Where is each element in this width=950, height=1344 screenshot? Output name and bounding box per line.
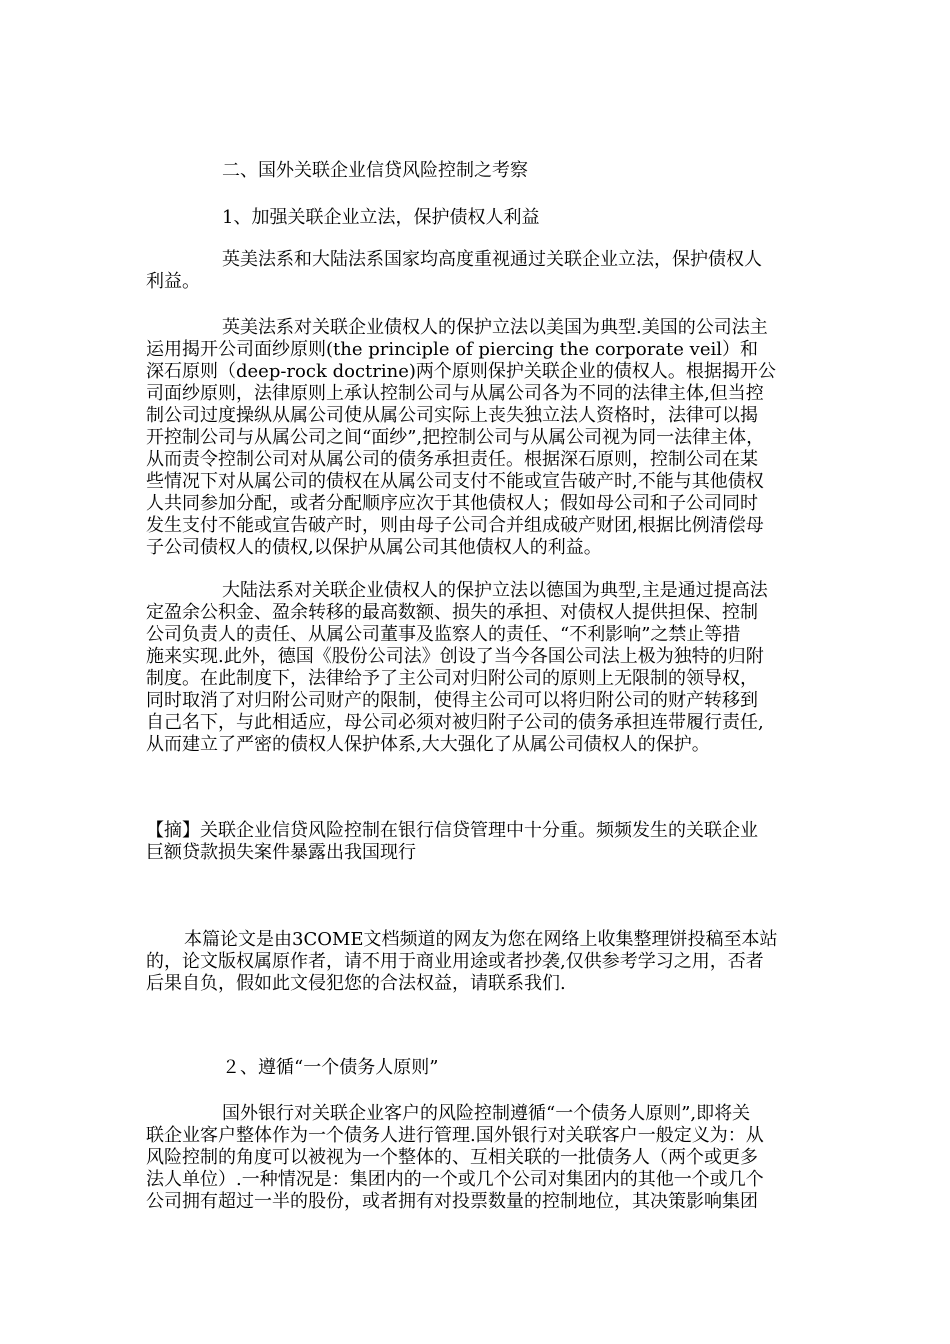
paragraph-line: 大陆法系对关联企业债权人的保护立法以德国为典型,主是通过提高法 xyxy=(222,580,768,601)
intro-line: 利益。 xyxy=(146,271,200,292)
paragraph-line: 人共同参加分配，或者分配顺序应次于其他债权人；假如母公司和子公司同时 xyxy=(146,493,758,514)
abstract-line: 巨额贷款损失案件暴露出我国现行 xyxy=(146,842,416,863)
paragraph-line: 子公司债权人的债权,以保护从属公司其他债权人的利益。 xyxy=(146,537,602,558)
paragraph-line: 运用揭开公司面纱原则(the principle of piercing the corporate veil）和 xyxy=(146,339,758,360)
notice-line: 后果自负，假如此文侵犯您的合法权益，请联系我们. xyxy=(146,973,566,994)
abstract-line: 【摘】关联企业信贷风险控制在银行信贷管理中十分重。频频发生的关联企业 xyxy=(146,820,758,841)
intro-line: 英美法系和大陆法系国家均高度重视通过关联企业立法，保护债权人 xyxy=(222,249,762,270)
subsection-heading: 1、加强关联企业立法，保护债权人利益 xyxy=(222,207,540,228)
paragraph-line: 制度。在此制度下，法律给予了主公司对归附公司的原则上无限制的领导权， xyxy=(146,668,758,689)
paragraph-line: 自己名下，与此相适应，母公司必须对被归附子公司的债务承担连带履行责任, xyxy=(146,712,764,733)
section-heading: 二、国外关联企业信贷风险控制之考察 xyxy=(222,160,528,181)
paragraph-line: 法人单位）.一种情况是：集团内的一个或几个公司对集团内的其他一个或几个 xyxy=(146,1169,764,1190)
notice-line: 本篇论文是由3COME文档频道的网友为您在网络上收集整理饼投稿至本站 xyxy=(184,929,778,950)
paragraph-line: 从而建立了严密的债权人保护体系,大大强化了从属公司债权人的保护。 xyxy=(146,734,710,755)
paragraph-line: 发生支付不能或宣告破产时，则由母子公司合并组成破产财团,根据比例清偿母 xyxy=(146,515,764,536)
notice-line: 的，论文版权属原作者，请不用于商业用途或者抄袭,仅供参考学习之用，否者 xyxy=(146,951,764,972)
paragraph-line: 定盈余公积金、盈余转移的最高数额、损失的承担、对债权人提供担保、控制 xyxy=(146,602,758,623)
paragraph-line: 深石原则（deep-rock doctrine)两个原则保护关联企业的债权人。根据揭开公 xyxy=(146,361,776,382)
paragraph-line: 同时取消了对归附公司财产的限制，使得主公司可以将归附公司的财产转移到 xyxy=(146,690,758,711)
paragraph-line: 英美法系对关联企业债权人的保护立法以美国为典型.美国的公司法主 xyxy=(222,317,768,338)
paragraph-line: 从而责令控制公司对从属公司的债务承担责任。根据深石原则，控制公司在某 xyxy=(146,449,758,470)
paragraph-line: 施来实现.此外，德国《股份公司法》创设了当今各国公司法上极为独特的归附 xyxy=(146,646,764,667)
paragraph-line: 制公司过度操纵从属公司使从属公司实际上丧失独立法人资格时，法律可以揭 xyxy=(146,405,758,426)
paragraph-line: 公司负责人的责任、从属公司董事及监察人的责任、“不利影响”之禁止等措 xyxy=(146,624,741,645)
paragraph-line: 国外银行对关联企业客户的风险控制遵循“一个债务人原则”,即将关 xyxy=(222,1103,751,1124)
paragraph-line: 司面纱原则，法律原则上承认控制公司与从属公司各为不同的法律主体,但当控 xyxy=(146,383,764,404)
paragraph-line: 联企业客户整体作为一个债务人进行管理.国外银行对关联客户一般定义为：从 xyxy=(146,1125,764,1146)
subsection-heading: ２、遵循“一个债务人原则” xyxy=(222,1057,439,1078)
paragraph-line: 公司拥有超过一半的股份，或者拥有对投票数量的控制地位，其决策影响集团 xyxy=(146,1191,758,1212)
paragraph-line: 些情况下对从属公司的债权在从属公司支付不能或宣告破产时,不能与其他债权 xyxy=(146,471,764,492)
paragraph-line: 风险控制的角度可以被视为一个整体的、互相关联的一批债务人（两个或更多 xyxy=(146,1147,758,1168)
paragraph-line: 开控制公司与从属公司之间“面纱”,把控制公司与从属公司视为同一法律主体， xyxy=(146,427,765,448)
